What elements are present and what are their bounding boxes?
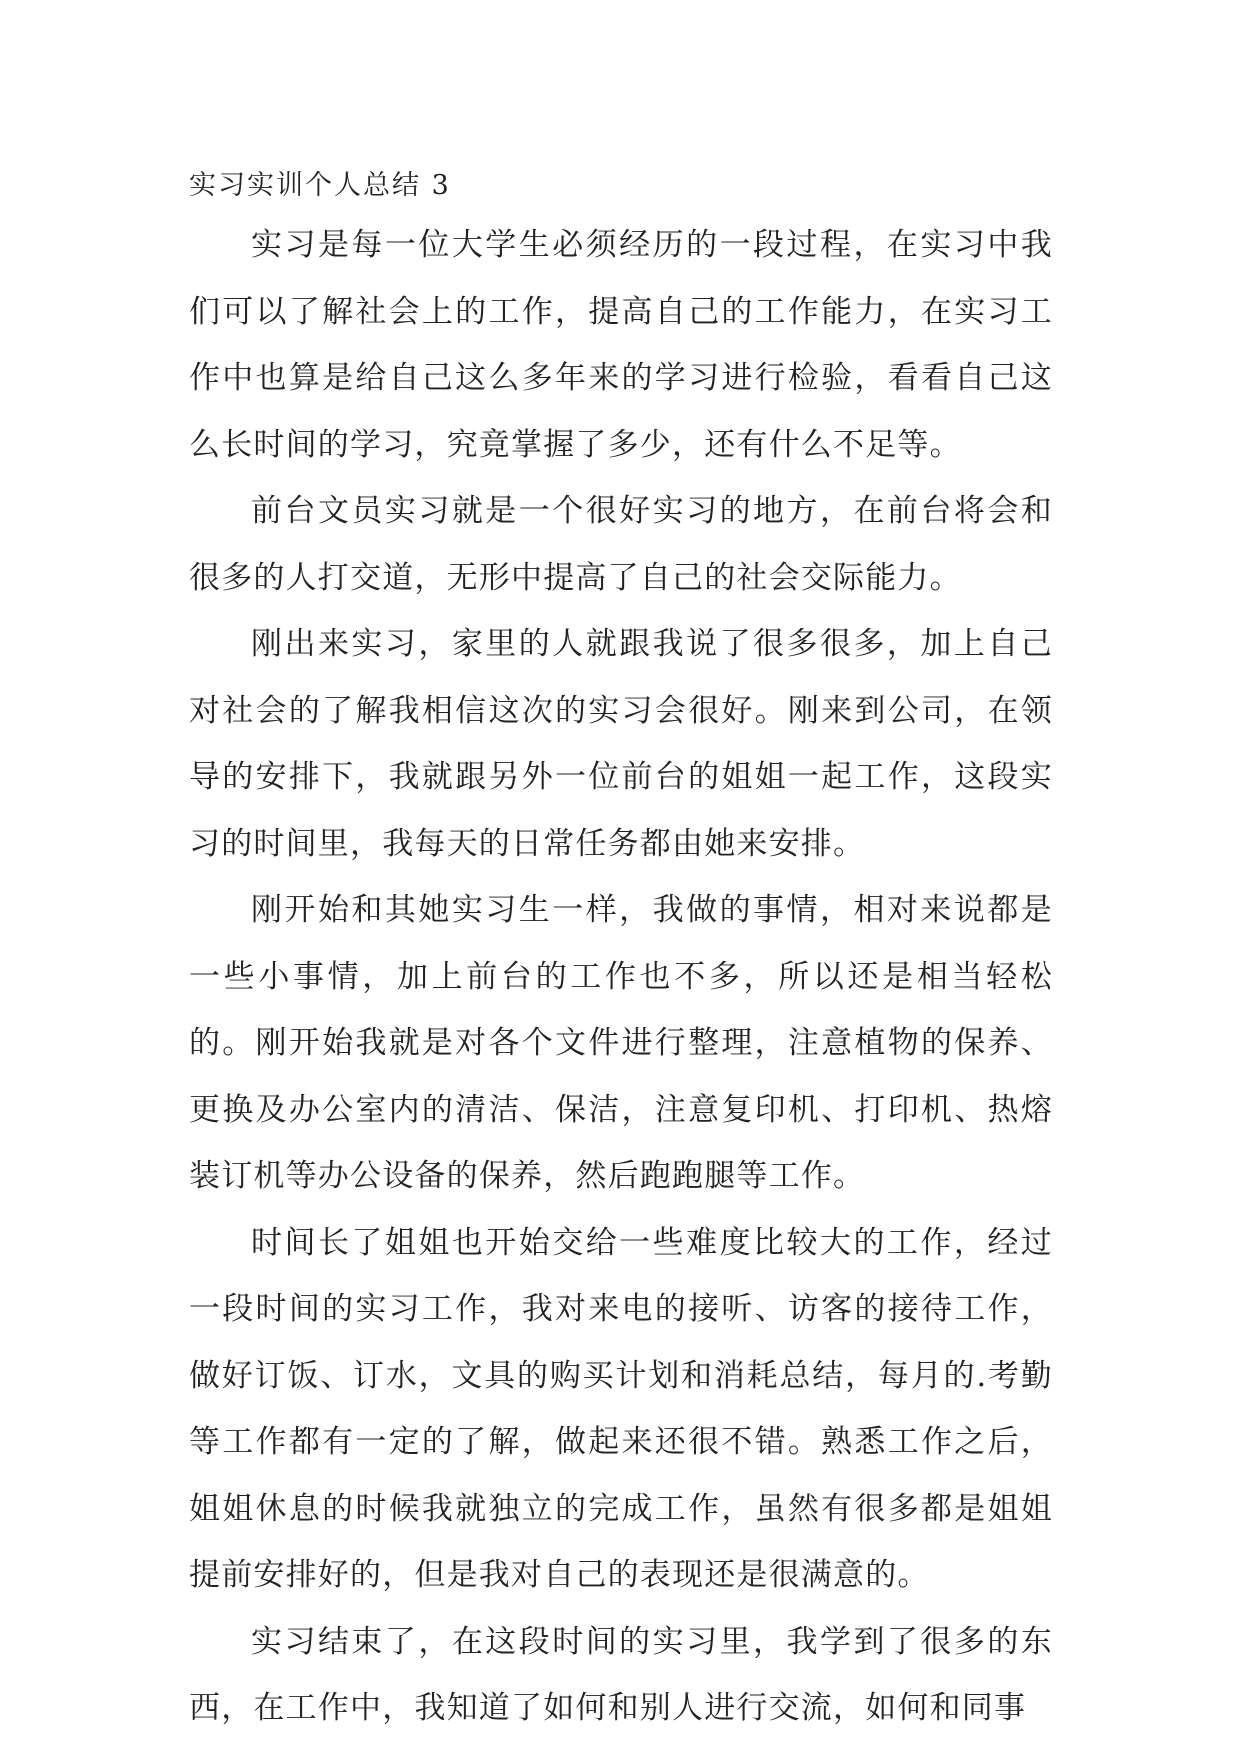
paragraph-4: 刚开始和其她实习生一样，我做的事情，相对来说都是一些小事情，加上前台的工作也不多，所以还是相当轻松的。刚开始我就是对各个文件进行整理，注意植物的保养、更换及办公室内的清洁、保洁，注意复印机、打印机、热熔装订机等办公设备的保养，然后跑跑腿等工作。 [189, 892, 1053, 1194]
paragraph-3: 刚出来实习，家里的人就跟我说了很多很多，加上自己对社会的了解我相信这次的实习会很好。刚来到公司，在领导的安排下，我就跟另外一位前台的姐姐一起工作，这段实习的时间里，我每天的日常任务都由她来安排。 [189, 626, 1053, 862]
paragraph-1: 实习是每一位大学生必须经历的一段过程，在实习中我们可以了解社会上的工作，提高自己的工作能力，在实习工作中也算是给自己这么多年来的学习进行检验，看看自己这么长时间的学习，究竟掌握了多少，还有什么不足等。 [189, 227, 1053, 463]
paragraph-6: 实习结束了，在这段时间的实习里，我学到了很多的东西，在工作中，我知道了如何和别人进行交流，如何和同事 [189, 1623, 1053, 1726]
document-body [189, 160, 1053, 1742]
document-title: 实习实训个人总结 3 [189, 170, 451, 201]
paragraph-2: 前台文员实习就是一个很好实习的地方，在前台将会和很多的人打交道，无形中提高了自己的社会交际能力。 [189, 493, 1053, 596]
paragraph-5: 时间长了姐姐也开始交给一些难度比较大的工作，经过一段时间的实习工作，我对来电的接听、访客的接待工作，做好订饭、订水，文具的购买计划和消耗总结，每月的.考勤等工作都有一定的了解，做起来还很不错。熟悉工作之后，姐姐休息的时候我就独立的完成工作，虽然有很多都是姐姐提前安排好的，但是我对自己的表现还是很满意的。 [189, 1224, 1053, 1593]
